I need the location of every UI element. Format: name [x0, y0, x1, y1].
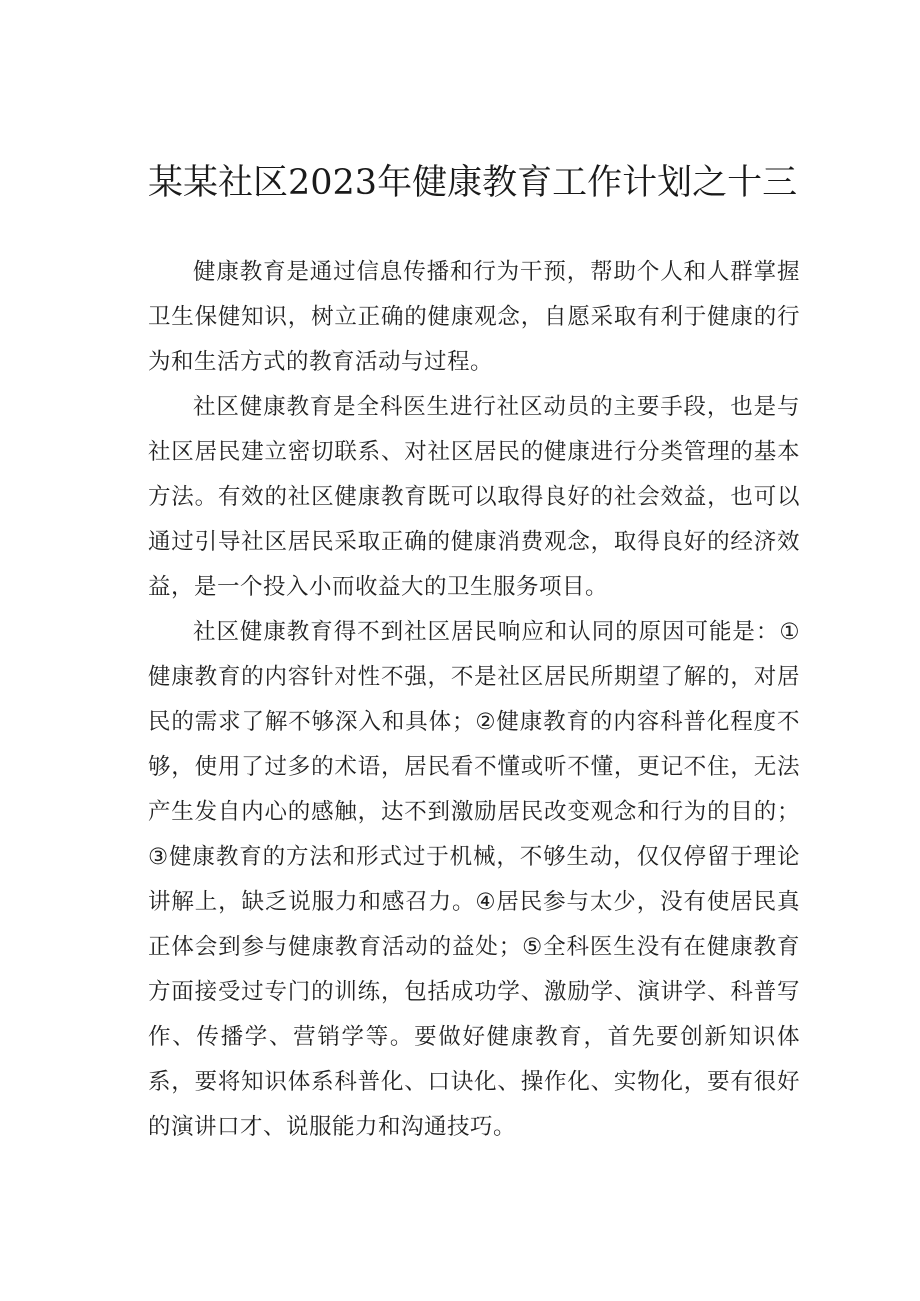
- paragraph-2: 社区健康教育是全科医生进行社区动员的主要手段，也是与社区居民建立密切联系、对社区居民的健康进行分类管理的基本方法。有效的社区健康教育既可以取得良好的社会效益，也可以通过引导社区居民采取正确的健康消费观念，取得良好的经济效益，是一个投入小而收益大的卫生服务项目。: [148, 394, 800, 600]
- paragraph-1: 健康教育是通过信息传播和行为干预，帮助个人和人群掌握卫生保健知识，树立正确的健康观念，自愿采取有利于健康的行为和生活方式的教育活动与过程。: [148, 259, 800, 375]
- paragraph-3: 社区健康教育得不到社区居民响应和认同的原因可能是：①健康教育的内容针对性不强，不是社区居民所期望了解的，对居民的需求了解不够深入和具体；②健康教育的内容科普化程度不够，使用了过多的术语，居民看不懂或听不懂，更记不住，无法产生发自内心的感触，达不到激励居民改变观念和行为的目的；③健康教育的方法和形式过于机械，不够生动，仅仅停留于理论讲解上，缺乏说服力和感召力。④居民参与太少，没有使居民真正体会到参与健康教育活动的益处；⑤全科医生没有在健康教育方面接受过专门的训练，包括成功学、激励学、演讲学、科普写作、传播学、营销学等。要做好健康教育，首先要创新知识体系，要将知识体系科普化、口诀化、操作化、实物化，要有很好的演讲口才、说服能力和沟通技巧。: [148, 619, 800, 1140]
- document-body: [148, 250, 800, 1150]
- page-title: 某某社区2023年健康教育工作计划之十三: [148, 163, 798, 203]
